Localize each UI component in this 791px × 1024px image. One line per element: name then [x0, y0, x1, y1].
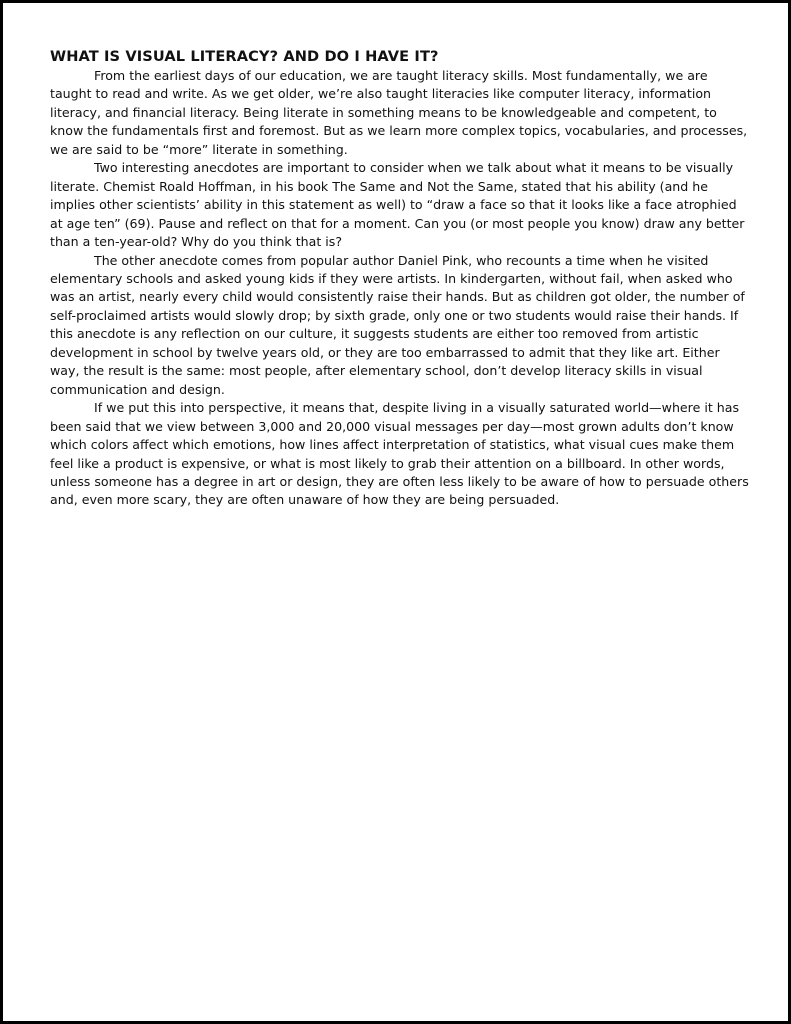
paragraph-1: From the earliest days of our education, we are taught literacy skills. Most fundamentally, we are taught to read and write. As we get older, we’re also taught literacies like computer literacy, information literacy, and financial literacy. Being literate in something means to be knowledgeable and competent, to know the fundamentals first and foremost. But as we learn more complex topics, vocabularies, and processes, we are said to be “more” literate in something.: [50, 68, 748, 157]
paragraph-2: Two interesting anecdotes are important to consider when we talk about what it means to be visually literate. Chemist Roald Hoffman, in his book The Same and Not the Same, stated that his ability (and he implies other scientists’ ability in this statement as well) to “draw a face so that it looks like a face atrophied at age ten” (69). Pause and reflect on that for a moment. Can you (or most people you know) draw any better than a ten-year-old? Why do you think that is?: [50, 160, 745, 250]
paragraph-3: The other anecdote comes from popular author Daniel Pink, who recounts a time when he visited elementary schools and asked young kids if they were artists. In kindergarten, without fail, when asked who was an artist, nearly every child would consistently raise their hands. But as children got older, the number of self-proclaimed artists would slowly drop; by sixth grade, only one or two students would raise their hands. If this anecdote is any reflection on our culture, it suggests students are either too removed from artistic development in school by twelve years old, or they are too embarrassed to admit that they like art. Either way, the result is the same: most people, after elementary school, don’t develop literacy skills in visual communication and design.: [50, 252, 745, 397]
section-heading: WHAT IS VISUAL LITERACY? AND DO I HAVE IT?: [50, 48, 439, 65]
document-body: [50, 47, 750, 510]
paragraph-4: If we put this into perspective, it means that, despite living in a visually saturated world—where it has been said that we view between 3,000 and 20,000 visual messages per day—most grown adults don’t know which colors affect which emotions, how lines affect interpretation of statistics, what visual cues make them feel like a product is expensive, or what is most likely to grab their attention on a billboard. In other words, unless someone has a degree in art or design, they are often less likely to be aware of how to persuade others and, even more scary, they are often unaware of how they are being persuaded.: [50, 400, 749, 508]
